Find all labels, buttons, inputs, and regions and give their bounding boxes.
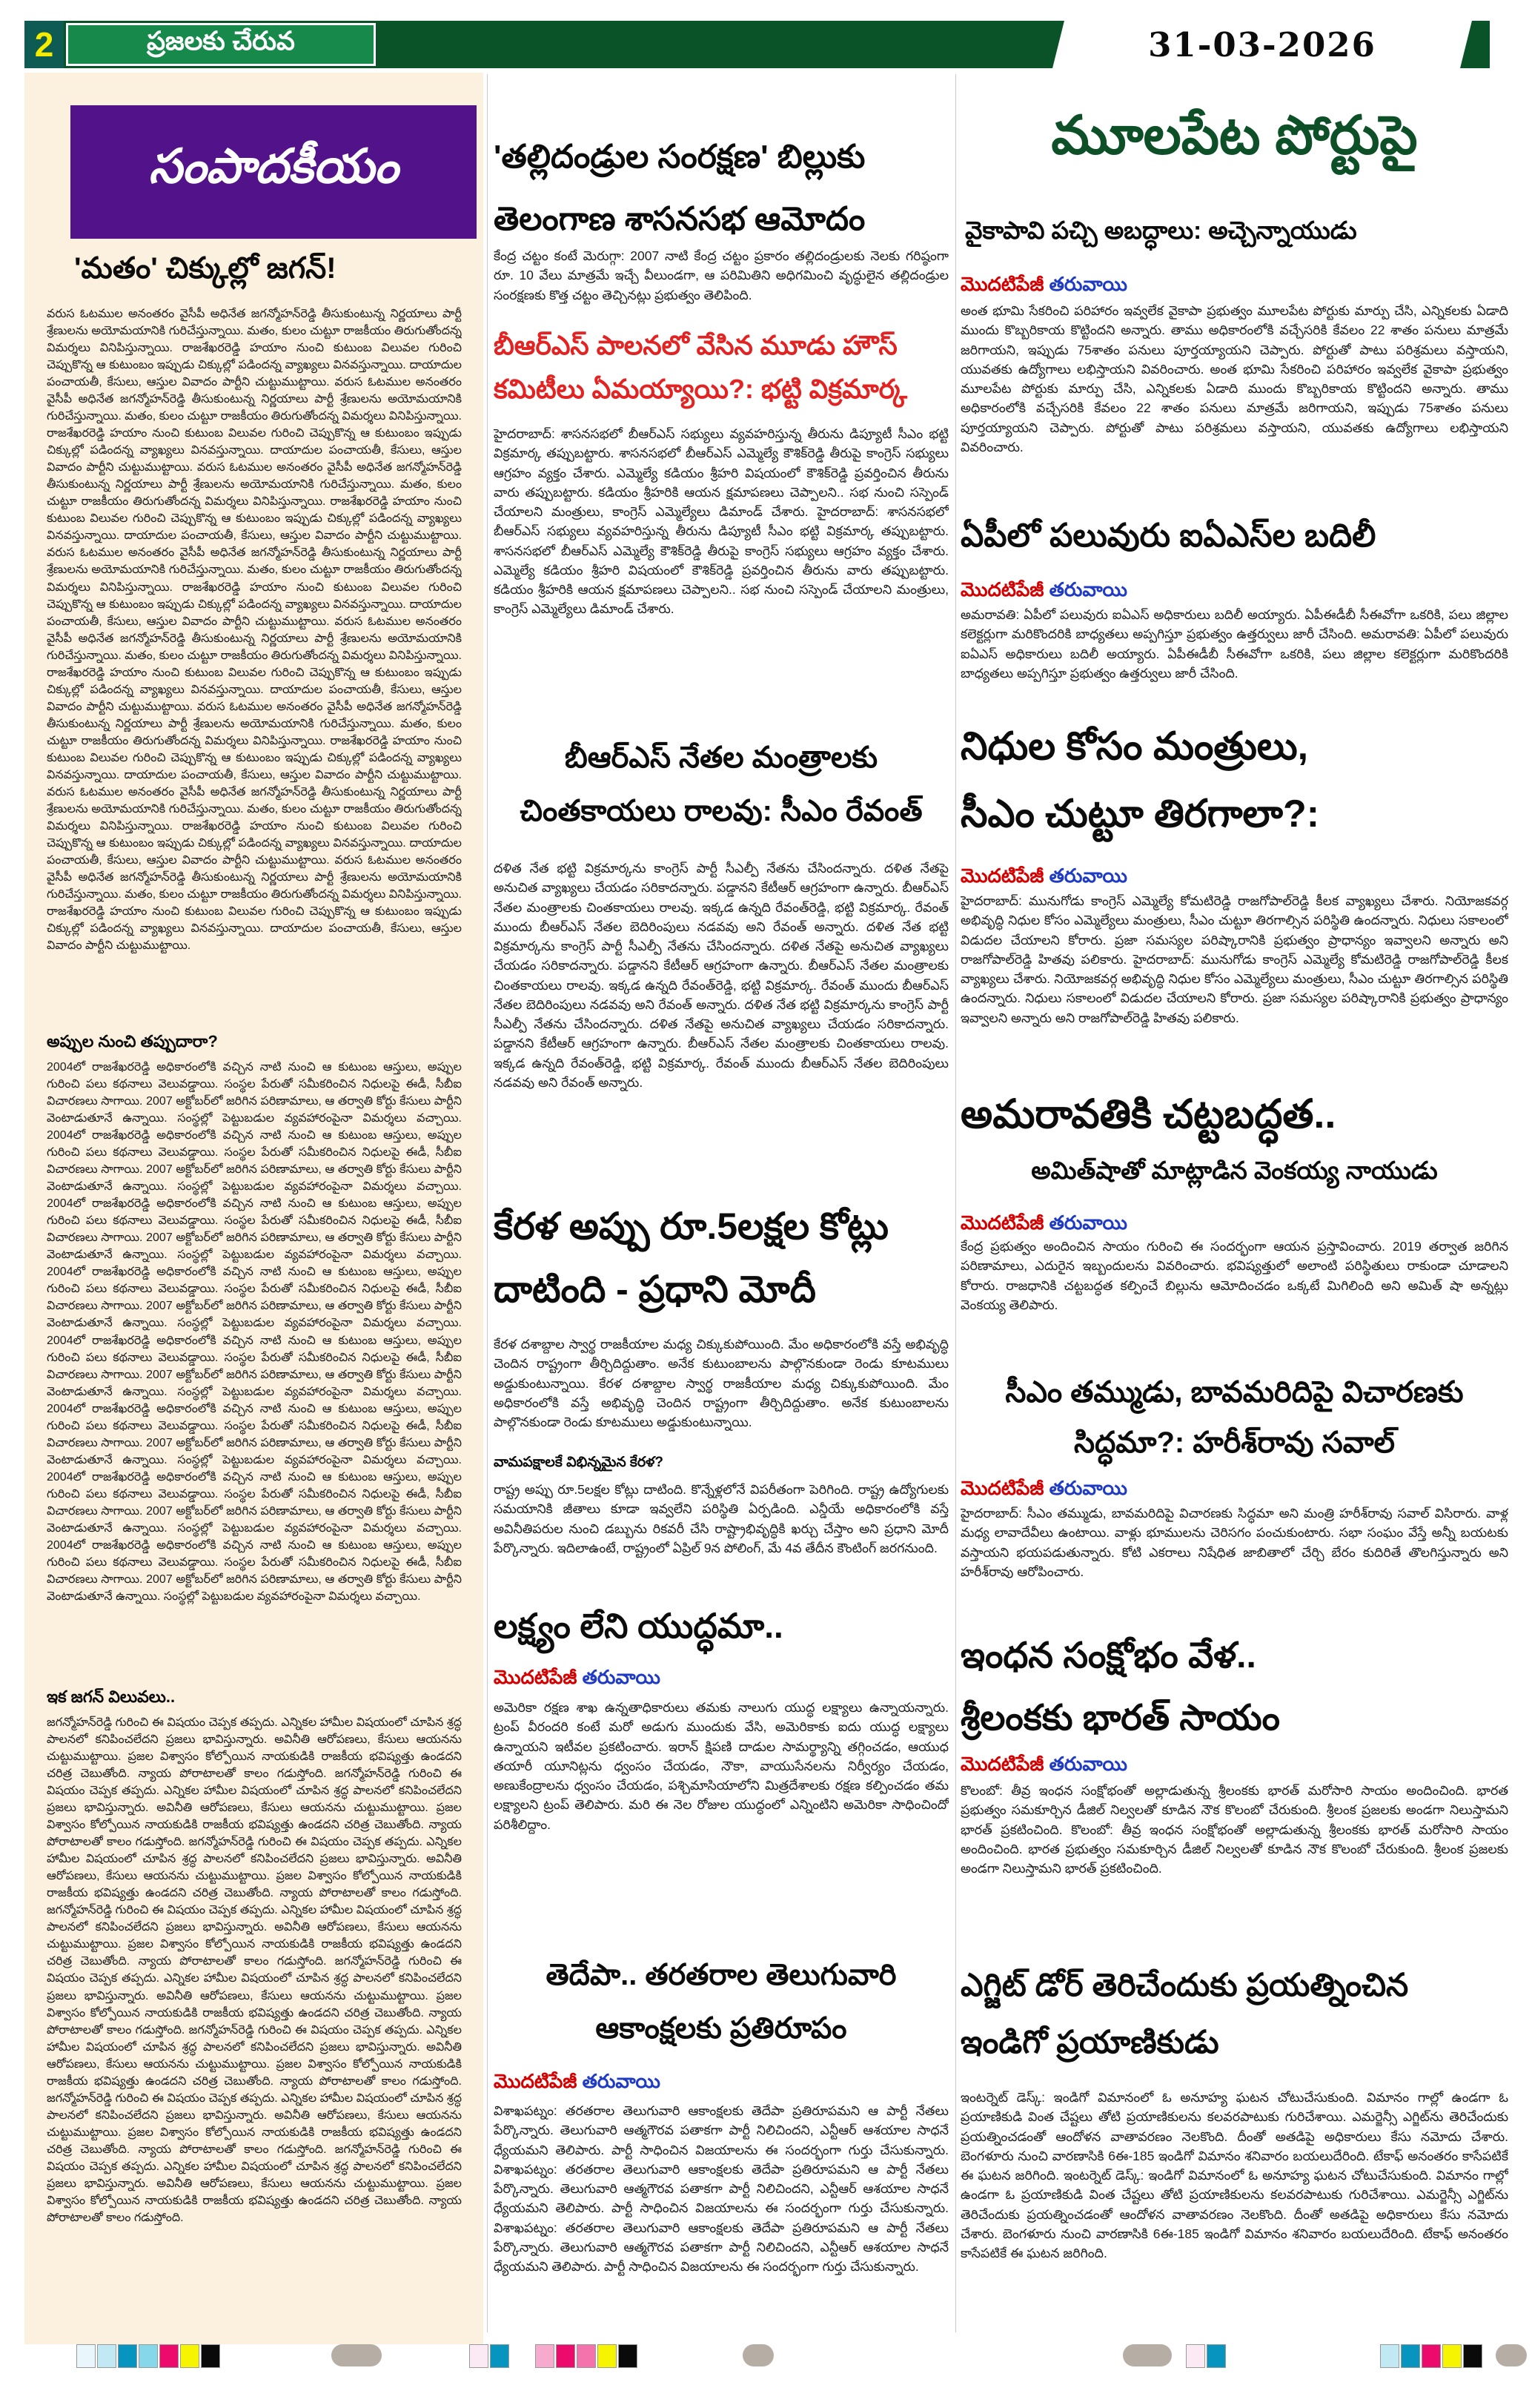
editorial-masthead: సంపాదకీయం bbox=[148, 139, 399, 193]
printer-swatch-group bbox=[535, 2344, 637, 2368]
printer-swatch-group bbox=[1380, 2344, 1482, 2368]
article-lead: కేంద్ర చట్టం కంటే మెరుగ్గా: 2007 నాటి కేంద్ర చట్టం ప్రకారం తల్లిదండ్రులకు నెలకు గరిష్ఠంగా రూ. 10 వేలు మాత్రమే ఇచ్చే వీలుండగా, ఆ పరిమితిని అధిగమించి వృద్ధులైన తల్లిదండ్రుల సంరక్షణకు కొత్త చట్టం తెచ్చినట్లు ప్రభుత్వం తెలిపింది. bbox=[494, 248, 949, 302]
byline-continued: తరువాయి bbox=[1049, 1211, 1127, 1234]
printer-blob bbox=[1496, 2344, 1527, 2366]
article-body: ఇంటర్నెట్ డెస్క్: ఇండిగో విమానంలో ఓ అనూహ్య ఘటన చోటుచేసుకుంది. విమానం గాల్లో ఉండగా ఓ ప్రయాణికుడి వింత చేష్టలు తోటి ప్రయాణికులను కలవరపాటుకు గురిచేశాయి. ఎమర్జెన్సీ ఎగ్జిట్‌ను తెరిచేందుకు ప్రయత్నించడంతో ఆందోళన వాతావరణం నెలకొంది. దీంతో అతడిపై అధికారులు కేసు నమోదు చేశారు. బెంగళూరు నుంచి వారణాసికి 6ఈ-185 ఇండిగో విమానం శనివారం బయలుదేరింది. టేకాఫ్ అనంతరం కాసేపటికే ఈ ఘటన జరిగింది. ఇంటర్నెట్ డెస్క్: ఇండిగో విమానంలో ఓ అనూహ్య ఘటన చోటుచేసుకుంది. విమానం గాల్లో ఉండగా ఓ ప్రయాణికుడి వింత చేష్టలు తోటి ప్రయాణికులను కలవరపాటుకు గురిచేశాయి. ఎమర్జెన్సీ ఎగ్జిట్‌ను తెరిచేందుకు ప్రయత్నించడంతో ఆందోళన వాతావరణం నెలకొంది. దీంతో అతడిపై అధికారులు కేసు నమోదు చేశారు. బెంగళూరు నుంచి వారణాసికి 6ఈ-185 ఇండిగో విమానం శనివారం బయలుదేరింది. టేకాఫ్ అనంతరం కాసేపటికే ఈ ఘటన జరిగింది. bbox=[961, 2090, 1508, 2260]
byline-firstpage: మొదటిపేజీ bbox=[961, 1477, 1044, 1499]
article-headline: 'తల్లిదండ్రుల సంరక్షణ' బిల్లుకు తెలంగాణ శాసనసభ ఆమోదం bbox=[494, 139, 866, 238]
article-headline-green: మూలపేట పోర్టుపై bbox=[1051, 106, 1418, 165]
printer-swatch-group bbox=[469, 2344, 509, 2368]
article-subhead: అమిత్‌షాతో మాట్లాడిన వెంకయ్య నాయుడు bbox=[1031, 1157, 1438, 1184]
continued-byline bbox=[494, 2070, 949, 2097]
byline-firstpage: మొదటిపేజీ bbox=[961, 1211, 1044, 1234]
continued-byline bbox=[961, 1753, 1508, 1780]
article-body: విశాఖపట్నం: తరతరాల తెలుగువారి ఆకాంక్షలకు తెదేపా ప్రతిరూపమని ఆ పార్టీ నేతలు పేర్కొన్నారు. తెలుగువారి ఆత్మగౌరవ పతాకగా పార్టీ నిలిచిందని, ఎన్టీఆర్ ఆశయాల సాధనే ధ్యేయమని తెలిపారు. పార్టీ సాధించిన విజయాలను ఈ సందర్భంగా గుర్తు చేసుకున్నారు. విశాఖపట్నం: తరతరాల తెలుగువారి ఆకాంక్షలకు తెదేపా ప్రతిరూపమని ఆ పార్టీ నేతలు పేర్కొన్నారు. తెలుగువారి ఆత్మగౌరవ పతాకగా పార్టీ నిలిచిందని, ఎన్టీఆర్ ఆశయాల సాధనే ధ్యేయమని తెలిపారు. పార్టీ సాధించిన విజయాలను ఈ సందర్భంగా గుర్తు చేసుకున్నారు. విశాఖపట్నం: తరతరాల తెలుగువారి ఆకాంక్షలకు తెదేపా ప్రతిరూపమని ఆ పార్టీ నేతలు పేర్కొన్నారు. తెలుగువారి ఆత్మగౌరవ పతాకగా పార్టీ నిలిచిందని, ఎన్టీఆర్ ఆశయాల సాధనే ధ్యేయమని తెలిపారు. పార్టీ సాధించిన విజయాలను ఈ సందర్భంగా గుర్తు చేసుకున్నారు. bbox=[494, 2103, 949, 2274]
byline-continued: తరువాయి bbox=[582, 2070, 660, 2092]
page-number: 2 bbox=[24, 21, 64, 68]
article-headline: అమరావతికి చట్టబద్ధత.. bbox=[961, 1092, 1336, 1137]
byline-continued: తరువాయి bbox=[1049, 273, 1127, 295]
header-bar bbox=[24, 21, 1490, 68]
article-body: హైదరాబాద్: శాసనసభలో బీఆర్ఎస్ సభ్యులు వ్యవహరిస్తున్న తీరును డిప్యూటీ సీఎం భట్టి విక్రమార్క తప్పుబట్టారు. శాసనసభలో బీఆర్ఎస్ ఎమ్మెల్యే కౌశిక్‌రెడ్డి తీరుపై కాంగ్రెస్ సభ్యులు ఆగ్రహం వ్యక్తం చేశారు. ఎమ్మెల్యే కడియం శ్రీహరి విషయంలో కౌశిక్‌రెడ్డి ప్రవర్తించిన తీరును వారు తప్పుబట్టారు. కడియం శ్రీహరికి ఆయన క్షమాపణలు చెప్పాలని.. సభ నుంచి సస్పెండ్ చేయాలని మంత్రులు, కాంగ్రెస్ ఎమ్మెల్యేలు డిమాండ్ చేశారు. హైదరాబాద్: శాసనసభలో బీఆర్ఎస్ సభ్యులు వ్యవహరిస్తున్న తీరును డిప్యూటీ సీఎం భట్టి విక్రమార్క తప్పుబట్టారు. శాసనసభలో బీఆర్ఎస్ ఎమ్మెల్యే కౌశిక్‌రెడ్డి తీరుపై కాంగ్రెస్ సభ్యులు ఆగ్రహం వ్యక్తం చేశారు. ఎమ్మెల్యే కడియం శ్రీహరి విషయంలో కౌశిక్‌రెడ్డి ప్రవర్తించిన తీరును వారు తప్పుబట్టారు. కడియం శ్రీహరికి ఆయన క్షమాపణలు చెప్పాలని.. సభ నుంచి సస్పెండ్ చేయాలని మంత్రులు, కాంగ్రెస్ ఎమ్మెల్యేలు డిమాండ్ చేశారు. bbox=[494, 426, 949, 617]
editorial-subhead-1: అప్పుల నుంచి తప్పుదారా? bbox=[47, 1032, 218, 1051]
date-panel bbox=[1052, 21, 1472, 68]
continued-byline bbox=[961, 578, 1508, 606]
byline-firstpage: మొదటిపేజీ bbox=[494, 2070, 577, 2092]
article-headline: నిధుల కోసం మంత్రులు, సీఎం చుట్టూ తిరగాలా?: bbox=[961, 725, 1320, 836]
article-body: హైదరాబాద్: సీఎం తమ్ముడు, బావమరిదిపై విచారణకు సిద్ధమా అని మంత్రి హరీశ్‌రావు సవాల్ విసిరారు. వాళ్ల మధ్య లావాదేవీలు ఉంటాయి. వాళ్లు భూములను చెరిసగం పంచుకుంటారు. సభా సంఘం వేస్తే అన్నీ బయటకు వస్తాయని భయపడుతున్నారు. కోటి ఎకరాలు నిషేధిత జాబితాలో చేర్చి బేరం కుదిరితే తొలగిస్తున్నారు అని హరీశ్‌రావు ఆరోపించారు. bbox=[961, 1506, 1508, 1579]
continued-byline bbox=[961, 273, 1508, 300]
article-headline: లక్ష్యం లేని యుద్ధమా.. bbox=[494, 1607, 783, 1645]
printer-blob bbox=[743, 2344, 774, 2366]
continued-byline bbox=[961, 1477, 1508, 1504]
byline-continued: తరువాయి bbox=[1049, 578, 1127, 601]
byline-continued: తరువాయి bbox=[1049, 864, 1127, 887]
article-headline: ఇంధన సంక్షోభం వేళ.. శ్రీలంకకు భారత్ సాయం bbox=[961, 1636, 1280, 1738]
editorial-headline: 'మతం' చిక్కుల్లో జగన్! bbox=[74, 252, 336, 285]
masthead-label: ప్రజలకు చేరువ bbox=[66, 23, 376, 66]
article-body: అంత భూమి సేకరించి పరిహారం ఇవ్వలేక వైకాపా ప్రభుత్వం మూలపేట పోర్టుకు మార్పు చేసి, ఎన్నికలకు ఏడాది ముందు కొబ్బరికాయ కొట్టిందని అన్నారు. తాము అధికారంలోకి వచ్చేసరికి కేవలం 22 శాతం పనులు మాత్రమే జరిగాయని, ఇప్పుడు 75శాతం పనులు పూర్తయ్యాయని చెప్పారు. పోర్టుతో పాటు పరిశ్రమలు వస్తాయని, యువతకు ఉద్యోగాలు లభిస్తాయని వివరించారు. అంత భూమి సేకరించి పరిహారం ఇవ్వలేక వైకాపా ప్రభుత్వం మూలపేట పోర్టుకు మార్పు చేసి, ఎన్నికలకు ఏడాది ముందు కొబ్బరికాయ కొట్టిందని అన్నారు. తాము అధికారంలోకి వచ్చేసరికి కేవలం 22 శాతం పనులు మాత్రమే జరిగాయని, ఇప్పుడు 75శాతం పనులు పూర్తయ్యాయని చెప్పారు. పోర్టుతో పాటు పరిశ్రమలు వస్తాయని, యువతకు ఉద్యోగాలు లభిస్తాయని వివరించారు. bbox=[961, 303, 1508, 454]
column-rule-right bbox=[955, 74, 956, 2332]
article-headline: కేరళ అప్పు రూ.5లక్షల కోట్లు దాటింది - ప్రధాని మోదీ bbox=[494, 1205, 889, 1310]
article-headline: బీఆర్ఎస్ నేతల మంత్రాలకు చింతకాయలు రాలవు: సీఎం రేవంత్ bbox=[520, 741, 923, 827]
byline-continued: తరువాయి bbox=[1049, 1477, 1127, 1499]
printer-swatch-group bbox=[1186, 2344, 1226, 2368]
article-body: హైదరాబాద్: మునుగోడు కాంగ్రెస్ ఎమ్మెల్యే కోమటిరెడ్డి రాజగోపాల్‌రెడ్డి కీలక వ్యాఖ్యలు చేశారు. నియోజకవర్గ అభివృద్ధి నిధుల కోసం ఎమ్మెల్యేలు మంత్రులు, సీఎం చుట్టూ తిరగాల్సిన పరిస్థితి ఉందన్నారు. నిధులు సకాలంలో విడుదల చేయాలని కోరారు. ప్రజా సమస్యల పరిష్కారానికి ప్రభుత్వం ప్రాధాన్యం ఇవ్వాలని అన్నారు అని రాజగోపాల్‌రెడ్డి హితవు పలికారు. హైదరాబాద్: మునుగోడు కాంగ్రెస్ ఎమ్మెల్యే కోమటిరెడ్డి రాజగోపాల్‌రెడ్డి కీలక వ్యాఖ్యలు చేశారు. నియోజకవర్గ అభివృద్ధి నిధుల కోసం ఎమ్మెల్యేలు మంత్రులు, సీఎం చుట్టూ తిరగాల్సిన పరిస్థితి ఉందన్నారు. నిధులు సకాలంలో విడుదల చేయాలని కోరారు. ప్రజా సమస్యల పరిష్కారానికి ప్రభుత్వం ప్రాధాన్యం ఇవ్వాలని అన్నారు అని రాజగోపాల్‌రెడ్డి హితవు పలికారు. bbox=[961, 893, 1508, 1025]
byline-firstpage: మొదటిపేజీ bbox=[961, 1753, 1044, 1775]
article-subhead-red: బీఆర్ఎస్ పాలనలో వేసిన మూడు హౌస్ కమిటీలు ఏమయ్యాయి?: భట్టి విక్రమార్క bbox=[494, 330, 908, 405]
byline-firstpage: మొదటిపేజీ bbox=[494, 1666, 577, 1688]
editorial-body-2: 2004లో రాజశేఖరరెడ్డి అధికారంలోకి వచ్చిన నాటి నుంచి ఆ కుటుంబ ఆస్తులు, అప్పుల గురించి పలు కథనాలు వెలువడ్డాయి. సంస్థల పేరుతో సమీకరించిన నిధులపై ఈడీ, సీబీఐ విచారణలు సాగాయి. 2007 అక్టోబర్‌లో జరిగిన పరిణామాలు, ఆ తర్వాతి కోర్టు కేసులు పార్టీని వెంటాడుతూనే ఉన్నాయి. సంస్థల్లో పెట్టుబడుల వ్యవహారంపైనా విమర్శలు వచ్చాయి. 2004లో రాజశేఖరరెడ్డి అధికారంలోకి వచ్చిన నాటి నుంచి ఆ కుటుంబ ఆస్తులు, అప్పుల గురించి పలు కథనాలు వెలువడ్డాయి. సంస్థల పేరుతో సమీకరించిన నిధులపై ఈడీ, సీబీఐ విచారణలు సాగాయి. 2007 అక్టోబర్‌లో జరిగిన పరిణామాలు, ఆ తర్వాతి కోర్టు కేసులు పార్టీని వెంటాడుతూనే ఉన్నాయి. సంస్థల్లో పెట్టుబడుల వ్యవహారంపైనా విమర్శలు వచ్చాయి. 2004లో రాజశేఖరరెడ్డి అధికారంలోకి వచ్చిన నాటి నుంచి ఆ కుటుంబ ఆస్తులు, అప్పుల గురించి పలు కథనాలు వెలువడ్డాయి. సంస్థల పేరుతో సమీకరించిన నిధులపై ఈడీ, సీబీఐ విచారణలు సాగాయి. 2007 అక్టోబర్‌లో జరిగిన పరిణామాలు, ఆ తర్వాతి కోర్టు కేసులు పార్టీని వెంటాడుతూనే ఉన్నాయి. సంస్థల్లో పెట్టుబడుల వ్యవహారంపైనా విమర్శలు వచ్చాయి. 2004లో రాజశేఖరరెడ్డి అధికారంలోకి వచ్చిన నాటి నుంచి ఆ కుటుంబ ఆస్తులు, అప్పుల గురించి పలు కథనాలు వెలువడ్డాయి. సంస్థల పేరుతో సమీకరించిన నిధులపై ఈడీ, సీబీఐ విచారణలు సాగాయి. 2007 అక్టోబర్‌లో జరిగిన పరిణామాలు, ఆ తర్వాతి కోర్టు కేసులు పార్టీని వెంటాడుతూనే ఉన్నాయి. సంస్థల్లో పెట్టుబడుల వ్యవహారంపైనా విమర్శలు వచ్చాయి. 2004లో రాజశేఖరరెడ్డి అధికారంలోకి వచ్చిన నాటి నుంచి ఆ కుటుంబ ఆస్తులు, అప్పుల గురించి పలు కథనాలు వెలువడ్డాయి. సంస్థల పేరుతో సమీకరించిన నిధులపై ఈడీ, సీబీఐ విచారణలు సాగాయి. 2007 అక్టోబర్‌లో జరిగిన పరిణామాలు, ఆ తర్వాతి కోర్టు కేసులు పార్టీని వెంటాడుతూనే ఉన్నాయి. సంస్థల్లో పెట్టుబడుల వ్యవహారంపైనా విమర్శలు వచ్చాయి. 2004లో రాజశేఖరరెడ్డి అధికారంలోకి వచ్చిన నాటి నుంచి ఆ కుటుంబ ఆస్తులు, అప్పుల గురించి పలు కథనాలు వెలువడ్డాయి. సంస్థల పేరుతో సమీకరించిన నిధులపై ఈడీ, సీబీఐ విచారణలు సాగాయి. 2007 అక్టోబర్‌లో జరిగిన పరిణామాలు, ఆ తర్వాతి కోర్టు కేసులు పార్టీని వెంటాడుతూనే ఉన్నాయి. సంస్థల్లో పెట్టుబడుల వ్యవహారంపైనా విమర్శలు వచ్చాయి. 2004లో రాజశేఖరరెడ్డి అధికారంలోకి వచ్చిన నాటి నుంచి ఆ కుటుంబ ఆస్తులు, అప్పుల గురించి పలు కథనాలు వెలువడ్డాయి. సంస్థల పేరుతో సమీకరించిన నిధులపై ఈడీ, సీబీఐ విచారణలు సాగాయి. 2007 అక్టోబర్‌లో జరిగిన పరిణామాలు, ఆ తర్వాతి కోర్టు కేసులు పార్టీని వెంటాడుతూనే ఉన్నాయి. సంస్థల్లో పెట్టుబడుల వ్యవహారంపైనా విమర్శలు వచ్చాయి. 2004లో రాజశేఖరరెడ్డి అధికారంలోకి వచ్చిన నాటి నుంచి ఆ కుటుంబ ఆస్తులు, అప్పుల గురించి పలు కథనాలు వెలువడ్డాయి. సంస్థల పేరుతో సమీకరించిన నిధులపై ఈడీ, సీబీఐ విచారణలు సాగాయి. 2007 అక్టోబర్‌లో జరిగిన పరిణామాలు, ఆ తర్వాతి కోర్టు కేసులు పార్టీని వెంటాడుతూనే ఉన్నాయి. సంస్థల్లో పెట్టుబడుల వ్యవహారంపైనా విమర్శలు వచ్చాయి. bbox=[47, 1061, 462, 1603]
printer-blob bbox=[331, 2344, 382, 2366]
continued-byline bbox=[961, 1211, 1508, 1239]
edition-date: 31-03-2026 bbox=[1148, 24, 1376, 64]
printer-swatch-group bbox=[76, 2344, 220, 2368]
editorial-masthead-box bbox=[70, 105, 477, 239]
article-body: అమరావతి: ఏపీలో పలువురు ఐఏఎస్ అధికారులు బదిలీ అయ్యారు. ఏపీఈడీబీ సీఈవోగా ఒకరికి, పలు జిల్లాల కలెక్టర్లుగా మరికొందరికి బాధ్యతలు అప్పగిస్తూ ప్రభుత్వం ఉత్తర్వులు జారీ చేసింది. అమరావతి: ఏపీలో పలువురు ఐఏఎస్ అధికారులు బదిలీ అయ్యారు. ఏపీఈడీబీ సీఈవోగా ఒకరికి, పలు జిల్లాల కలెక్టర్లుగా మరికొందరికి బాధ్యతలు అప్పగిస్తూ ప్రభుత్వం ఉత్తర్వులు జారీ చేసింది. bbox=[961, 607, 1508, 681]
editorial-body-3: జగన్మోహన్‌రెడ్డి గురించి ఈ విషయం చెప్పక తప్పదు. ఎన్నికల హామీల విషయంలో చూపిన శ్రద్ధ పాలనలో కనిపించలేదని ప్రజలు భావిస్తున్నారు. అవినీతి ఆరోపణలు, కేసులు ఆయనను చుట్టుముట్టాయి. ప్రజల విశ్వాసం కోల్పోయిన నాయకుడికి రాజకీయ భవిష్యత్తు ఉండదని చరిత్ర చెబుతోంది. న్యాయ పోరాటాలతో కాలం గడుస్తోంది. జగన్మోహన్‌రెడ్డి గురించి ఈ విషయం చెప్పక తప్పదు. ఎన్నికల హామీల విషయంలో చూపిన శ్రద్ధ పాలనలో కనిపించలేదని ప్రజలు భావిస్తున్నారు. అవినీతి ఆరోపణలు, కేసులు ఆయనను చుట్టుముట్టాయి. ప్రజల విశ్వాసం కోల్పోయిన నాయకుడికి రాజకీయ భవిష్యత్తు ఉండదని చరిత్ర చెబుతోంది. న్యాయ పోరాటాలతో కాలం గడుస్తోంది. జగన్మోహన్‌రెడ్డి గురించి ఈ విషయం చెప్పక తప్పదు. ఎన్నికల హామీల విషయంలో చూపిన శ్రద్ధ పాలనలో కనిపించలేదని ప్రజలు భావిస్తున్నారు. అవినీతి ఆరోపణలు, కేసులు ఆయనను చుట్టుముట్టాయి. ప్రజల విశ్వాసం కోల్పోయిన నాయకుడికి రాజకీయ భవిష్యత్తు ఉండదని చరిత్ర చెబుతోంది. న్యాయ పోరాటాలతో కాలం గడుస్తోంది. జగన్మోహన్‌రెడ్డి గురించి ఈ విషయం చెప్పక తప్పదు. ఎన్నికల హామీల విషయంలో చూపిన శ్రద్ధ పాలనలో కనిపించలేదని ప్రజలు భావిస్తున్నారు. అవినీతి ఆరోపణలు, కేసులు ఆయనను చుట్టుముట్టాయి. ప్రజల విశ్వాసం కోల్పోయిన నాయకుడికి రాజకీయ భవిష్యత్తు ఉండదని చరిత్ర చెబుతోంది. న్యాయ పోరాటాలతో కాలం గడుస్తోంది. జగన్మోహన్‌రెడ్డి గురించి ఈ విషయం చెప్పక తప్పదు. ఎన్నికల హామీల విషయంలో చూపిన శ్రద్ధ పాలనలో కనిపించలేదని ప్రజలు భావిస్తున్నారు. అవినీతి ఆరోపణలు, కేసులు ఆయనను చుట్టుముట్టాయి. ప్రజల విశ్వాసం కోల్పోయిన నాయకుడికి రాజకీయ భవిష్యత్తు ఉండదని చరిత్ర చెబుతోంది. న్యాయ పోరాటాలతో కాలం గడుస్తోంది. జగన్మోహన్‌రెడ్డి గురించి ఈ విషయం చెప్పక తప్పదు. ఎన్నికల హామీల విషయంలో చూపిన శ్రద్ధ పాలనలో కనిపించలేదని ప్రజలు భావిస్తున్నారు. అవినీతి ఆరోపణలు, కేసులు ఆయనను చుట్టుముట్టాయి. ప్రజల విశ్వాసం కోల్పోయిన నాయకుడికి రాజకీయ భవిష్యత్తు ఉండదని చరిత్ర చెబుతోంది. న్యాయ పోరాటాలతో కాలం గడుస్తోంది. జగన్మోహన్‌రెడ్డి గురించి ఈ విషయం చెప్పక తప్పదు. ఎన్నికల హామీల విషయంలో చూపిన శ్రద్ధ పాలనలో కనిపించలేదని ప్రజలు భావిస్తున్నారు. అవినీతి ఆరోపణలు, కేసులు ఆయనను చుట్టుముట్టాయి. ప్రజల విశ్వాసం కోల్పోయిన నాయకుడికి రాజకీయ భవిష్యత్తు ఉండదని చరిత్ర చెబుతోంది. న్యాయ పోరాటాలతో కాలం గడుస్తోంది. జగన్మోహన్‌రెడ్డి గురించి ఈ విషయం చెప్పక తప్పదు. ఎన్నికల హామీల విషయంలో చూపిన శ్రద్ధ పాలనలో కనిపించలేదని ప్రజలు భావిస్తున్నారు. అవినీతి ఆరోపణలు, కేసులు ఆయనను చుట్టుముట్టాయి. ప్రజల విశ్వాసం కోల్పోయిన నాయకుడికి రాజకీయ భవిష్యత్తు ఉండదని చరిత్ర చెబుతోంది. న్యాయ పోరాటాలతో కాలం గడుస్తోంది. bbox=[47, 1716, 462, 2224]
article-body: రాష్ట్ర అప్పు రూ.5లక్షల కోట్లు దాటింది. కొన్నేళ్లలోనే విపరీతంగా పెరిగింది. రాష్ట్ర ఉద్యోగులకు సమయానికి జీతాలు కూడా ఇవ్వలేని పరిస్థితి ఏర్పడింది. ఎన్డీయే అధికారంలోకి వస్తే అవినీతిపరుల నుంచి డబ్బును రికవరీ చేసి రాష్ట్రాభివృద్ధికి ఖర్చు చేస్తాం అని ప్రధాని మోదీ పేర్కొన్నారు. ఇదిలాఉంటే, రాష్ట్రంలో ఏప్రిల్ 9న పోలింగ్, మే 4వ తేదీన కౌంటింగ్ జరగనుంది. bbox=[494, 1482, 949, 1555]
byline-firstpage: మొదటిపేజీ bbox=[961, 864, 1044, 887]
article-body: కేరళ దశాబ్దాల స్వార్థ రాజకీయాల మధ్య చిక్కుకుపోయింది. మేం అధికారంలోకి వస్తే అభివృద్ధి చెందిన రాష్ట్రంగా తీర్చిదిద్దుతాం. అనేక కుటుంబాలను పాల్గొనకుండా రెండు కూటములు అడ్డుకుంటున్నాయి. కేరళ దశాబ్దాల స్వార్థ రాజకీయాల మధ్య చిక్కుకుపోయింది. మేం అధికారంలోకి వస్తే అభివృద్ధి చెందిన రాష్ట్రంగా తీర్చిదిద్దుతాం. అనేక కుటుంబాలను పాల్గొనకుండా రెండు కూటములు అడ్డుకుంటున్నాయి. bbox=[494, 1337, 949, 1429]
column-rule-left bbox=[487, 74, 488, 2332]
byline-continued: తరువాయి bbox=[1049, 1753, 1127, 1775]
editorial-subhead-2: ఇక జగన్ విలువలు.. bbox=[47, 1687, 176, 1706]
byline-firstpage: మొదటిపేజీ bbox=[961, 578, 1044, 601]
byline-continued: తరువాయి bbox=[582, 1666, 660, 1688]
continued-byline bbox=[494, 1666, 949, 1693]
printer-blob bbox=[1123, 2344, 1172, 2366]
article-subhead: వైకాపావి పచ్చి అబద్ధాలు: అచ్చెన్నాయుడు bbox=[965, 216, 1357, 244]
editorial-body-1: వరుస ఓటముల అనంతరం వైసీపీ అధినేత జగన్మోహన్‌రెడ్డి తీసుకుంటున్న నిర్ణయాలు పార్టీ శ్రేణులను అయోమయానికి గురిచేస్తున్నాయి. మతం, కులం చుట్టూ రాజకీయం తిరుగుతోందన్న విమర్శలు వినిపిస్తున్నాయి. రాజశేఖరరెడ్డి హయాం నుంచి కుటుంబ విలువల గురించి చెప్పుకొన్న ఆ కుటుంబం ఇప్పుడు చిక్కుల్లో పడిందన్న వ్యాఖ్యలు వినవస్తున్నాయి. దాయాదుల పంచాయతీ, కేసులు, ఆస్తుల వివాదం పార్టీని చుట్టుముట్టాయి. వరుస ఓటముల అనంతరం వైసీపీ అధినేత జగన్మోహన్‌రెడ్డి తీసుకుంటున్న నిర్ణయాలు పార్టీ శ్రేణులను అయోమయానికి గురిచేస్తున్నాయి. మతం, కులం చుట్టూ రాజకీయం తిరుగుతోందన్న విమర్శలు వినిపిస్తున్నాయి. రాజశేఖరరెడ్డి హయాం నుంచి కుటుంబ విలువల గురించి చెప్పుకొన్న ఆ కుటుంబం ఇప్పుడు చిక్కుల్లో పడిందన్న వ్యాఖ్యలు వినవస్తున్నాయి. దాయాదుల పంచాయతీ, కేసులు, ఆస్తుల వివాదం పార్టీని చుట్టుముట్టాయి. వరుస ఓటముల అనంతరం వైసీపీ అధినేత జగన్మోహన్‌రెడ్డి తీసుకుంటున్న నిర్ణయాలు పార్టీ శ్రేణులను అయోమయానికి గురిచేస్తున్నాయి. మతం, కులం చుట్టూ రాజకీయం తిరుగుతోందన్న విమర్శలు వినిపిస్తున్నాయి. రాజశేఖరరెడ్డి హయాం నుంచి కుటుంబ విలువల గురించి చెప్పుకొన్న ఆ కుటుంబం ఇప్పుడు చిక్కుల్లో పడిందన్న వ్యాఖ్యలు వినవస్తున్నాయి. దాయాదుల పంచాయతీ, కేసులు, ఆస్తుల వివాదం పార్టీని చుట్టుముట్టాయి. వరుస ఓటముల అనంతరం వైసీపీ అధినేత జగన్మోహన్‌రెడ్డి తీసుకుంటున్న నిర్ణయాలు పార్టీ శ్రేణులను అయోమయానికి గురిచేస్తున్నాయి. మతం, కులం చుట్టూ రాజకీయం తిరుగుతోందన్న విమర్శలు వినిపిస్తున్నాయి. రాజశేఖరరెడ్డి హయాం నుంచి కుటుంబ విలువల గురించి చెప్పుకొన్న ఆ కుటుంబం ఇప్పుడు చిక్కుల్లో పడిందన్న వ్యాఖ్యలు వినవస్తున్నాయి. దాయాదుల పంచాయతీ, కేసులు, ఆస్తుల వివాదం పార్టీని చుట్టుముట్టాయి. వరుస ఓటముల అనంతరం వైసీపీ అధినేత జగన్మోహన్‌రెడ్డి తీసుకుంటున్న నిర్ణయాలు పార్టీ శ్రేణులను అయోమయానికి గురిచేస్తున్నాయి. మతం, కులం చుట్టూ రాజకీయం తిరుగుతోందన్న విమర్శలు వినిపిస్తున్నాయి. రాజశేఖరరెడ్డి హయాం నుంచి కుటుంబ విలువల గురించి చెప్పుకొన్న ఆ కుటుంబం ఇప్పుడు చిక్కుల్లో పడిందన్న వ్యాఖ్యలు వినవస్తున్నాయి. దాయాదుల పంచాయతీ, కేసులు, ఆస్తుల వివాదం పార్టీని చుట్టుముట్టాయి. వరుస ఓటముల అనంతరం వైసీపీ అధినేత జగన్మోహన్‌రెడ్డి తీసుకుంటున్న నిర్ణయాలు పార్టీ శ్రేణులను అయోమయానికి గురిచేస్తున్నాయి. మతం, కులం చుట్టూ రాజకీయం తిరుగుతోందన్న విమర్శలు వినిపిస్తున్నాయి. రాజశేఖరరెడ్డి హయాం నుంచి కుటుంబ విలువల గురించి చెప్పుకొన్న ఆ కుటుంబం ఇప్పుడు చిక్కుల్లో పడిందన్న వ్యాఖ్యలు వినవస్తున్నాయి. దాయాదుల పంచాయతీ, కేసులు, ఆస్తుల వివాదం పార్టీని చుట్టుముట్టాయి. వరుస ఓటముల అనంతరం వైసీపీ అధినేత జగన్మోహన్‌రెడ్డి తీసుకుంటున్న నిర్ణయాలు పార్టీ శ్రేణులను అయోమయానికి గురిచేస్తున్నాయి. మతం, కులం చుట్టూ రాజకీయం తిరుగుతోందన్న విమర్శలు వినిపిస్తున్నాయి. రాజశేఖరరెడ్డి హయాం నుంచి కుటుంబ విలువల గురించి చెప్పుకొన్న ఆ కుటుంబం ఇప్పుడు చిక్కుల్లో పడిందన్న వ్యాఖ్యలు వినవస్తున్నాయి. దాయాదుల పంచాయతీ, కేసులు, ఆస్తుల వివాదం పార్టీని చుట్టుముట్టాయి. వరుస ఓటముల అనంతరం వైసీపీ అధినేత జగన్మోహన్‌రెడ్డి తీసుకుంటున్న నిర్ణయాలు పార్టీ శ్రేణులను అయోమయానికి గురిచేస్తున్నాయి. మతం, కులం చుట్టూ రాజకీయం తిరుగుతోందన్న విమర్శలు వినిపిస్తున్నాయి. రాజశేఖరరెడ్డి హయాం నుంచి కుటుంబ విలువల గురించి చెప్పుకొన్న ఆ కుటుంబం ఇప్పుడు చిక్కుల్లో పడిందన్న వ్యాఖ్యలు వినవస్తున్నాయి. దాయాదుల పంచాయతీ, కేసులు, ఆస్తుల వివాదం పార్టీని చుట్టుముట్టాయి. bbox=[47, 308, 462, 953]
article-inset-subhead: వామపక్షాలకే విభిన్నమైన కేరళ? bbox=[494, 1455, 663, 1470]
article-headline: సీఎం తమ్ముడు, బావమరిదిపై విచారణకు సిద్ధమా?: హరీశ్‌రావు సవాల్ bbox=[1005, 1376, 1464, 1459]
article-body: కొలంబో: తీవ్ర ఇంధన సంక్షోభంతో అల్లాడుతున్న శ్రీలంకకు భారత్ మరోసారి సాయం అందించింది. భారత ప్రభుత్వం సమకూర్చిన డీజిల్ నిల్వలతో కూడిన నౌక కొలంబో చేరుకుంది. శ్రీలంక ప్రజలకు అండగా నిలుస్తామని భారత్ ప్రకటించింది. కొలంబో: తీవ్ర ఇంధన సంక్షోభంతో అల్లాడుతున్న శ్రీలంకకు భారత్ మరోసారి సాయం అందించింది. భారత ప్రభుత్వం సమకూర్చిన డీజిల్ నిల్వలతో కూడిన నౌక కొలంబో చేరుకుంది. శ్రీలంక ప్రజలకు అండగా నిలుస్తామని భారత్ ప్రకటించింది. bbox=[961, 1783, 1508, 1876]
article-body: కేంద్ర ప్రభుత్వం అందించిన సాయం గురించి ఈ సందర్భంగా ఆయన ప్రస్తావించారు. 2019 తర్వాత జరిగిన పరిణామాలు, ఎదురైన ఇబ్బందులను వివరించారు. భవిష్యత్తులో అలాంటి పరిస్థితులు రాకుండా చూడాలని కోరారు. రాజధానికి చట్టబద్ధత కల్పించే బిల్లును ఆమోదించడం ఒక్కటే మిగిలింది అని అమిత్ షా అన్నట్లు వెంకయ్య తెలిపారు. bbox=[961, 1239, 1508, 1312]
article-body: దళిత నేత భట్టి విక్రమార్కను కాంగ్రెస్ పార్టీ సీఎల్పీ నేతను చేసిందన్నారు. దళిత నేతపై అనుచిత వ్యాఖ్యలు చేయడం సరికాదన్నారు. పడ్డానని కేటీఆర్ ఆగ్రహంగా ఉన్నారు. బీఆర్ఎస్ నేతల మంత్రాలకు చింతకాయలు రాలవు. ఇక్కడ ఉన్నది రేవంత్‌రెడ్డి, భట్టి విక్రమార్క. రేవంత్ ముందు బీఆర్ఎస్ నేతల బెదిరింపులు నడవవు అని రేవంత్ అన్నారు. దళిత నేత భట్టి విక్రమార్కను కాంగ్రెస్ పార్టీ సీఎల్పీ నేతను చేసిందన్నారు. దళిత నేతపై అనుచిత వ్యాఖ్యలు చేయడం సరికాదన్నారు. పడ్డానని కేటీఆర్ ఆగ్రహంగా ఉన్నారు. బీఆర్ఎస్ నేతల మంత్రాలకు చింతకాయలు రాలవు. ఇక్కడ ఉన్నది రేవంత్‌రెడ్డి, భట్టి విక్రమార్క. రేవంత్ ముందు బీఆర్ఎస్ నేతల బెదిరింపులు నడవవు అని రేవంత్ అన్నారు. దళిత నేత భట్టి విక్రమార్కను కాంగ్రెస్ పార్టీ సీఎల్పీ నేతను చేసిందన్నారు. దళిత నేతపై అనుచిత వ్యాఖ్యలు చేయడం సరికాదన్నారు. పడ్డానని కేటీఆర్ ఆగ్రహంగా ఉన్నారు. బీఆర్ఎస్ నేతల మంత్రాలకు చింతకాయలు రాలవు. ఇక్కడ ఉన్నది రేవంత్‌రెడ్డి, భట్టి విక్రమార్క. రేవంత్ ముందు బీఆర్ఎస్ నేతల బెదిరింపులు నడవవు అని రేవంత్ అన్నారు. bbox=[494, 861, 949, 1090]
article-headline: ఎగ్జిట్ డోర్ తెరిచేందుకు ప్రయత్నించిన ఇండిగో ప్రయాణికుడు bbox=[961, 1968, 1409, 2061]
continued-byline bbox=[961, 864, 1508, 892]
article-headline: తెదేపా.. తరతరాల తెలుగువారి ఆకాంక్షలకు ప్రతిరూపం bbox=[546, 1959, 897, 2045]
article-body: అమెరికా రక్షణ శాఖ ఉన్నతాధికారులు తమకు నాలుగు యుద్ధ లక్ష్యాలు ఉన్నాయన్నారు. ట్రంప్ వీరందరి కంటే మరో అడుగు ముందుకు వేసి, అమెరికాకు ఐదు యుద్ధ లక్ష్యాలు ఉన్నాయని ఇటీవల ప్రకటించారు. ఇరాన్ క్షిపణి దాడుల సామర్థ్యాన్ని తగ్గించడం, ఆయుధ తయారీ యూనిట్లను ధ్వంసం చేయడం, నౌకా, వాయుసేనలను నిర్వీర్యం చేయడం, అణుకేంద్రాలను ధ్వంసం చేయడం, పశ్చిమాసియాలోని మిత్రదేశాలకు రక్షణ కల్పించడం తమ లక్ష్యాలని ట్రంప్ తెలిపారు. మరి ఈ నెల రోజుల యుద్ధంలో ఎన్నింటిని అమెరికా సాధించిందో పరిశీలిద్దాం. bbox=[494, 1700, 949, 1832]
article-headline: ఏపీలో పలువురు ఐఏఎస్‌ల బదిలీ bbox=[961, 517, 1376, 554]
byline-firstpage: మొదటిపేజీ bbox=[961, 273, 1044, 295]
